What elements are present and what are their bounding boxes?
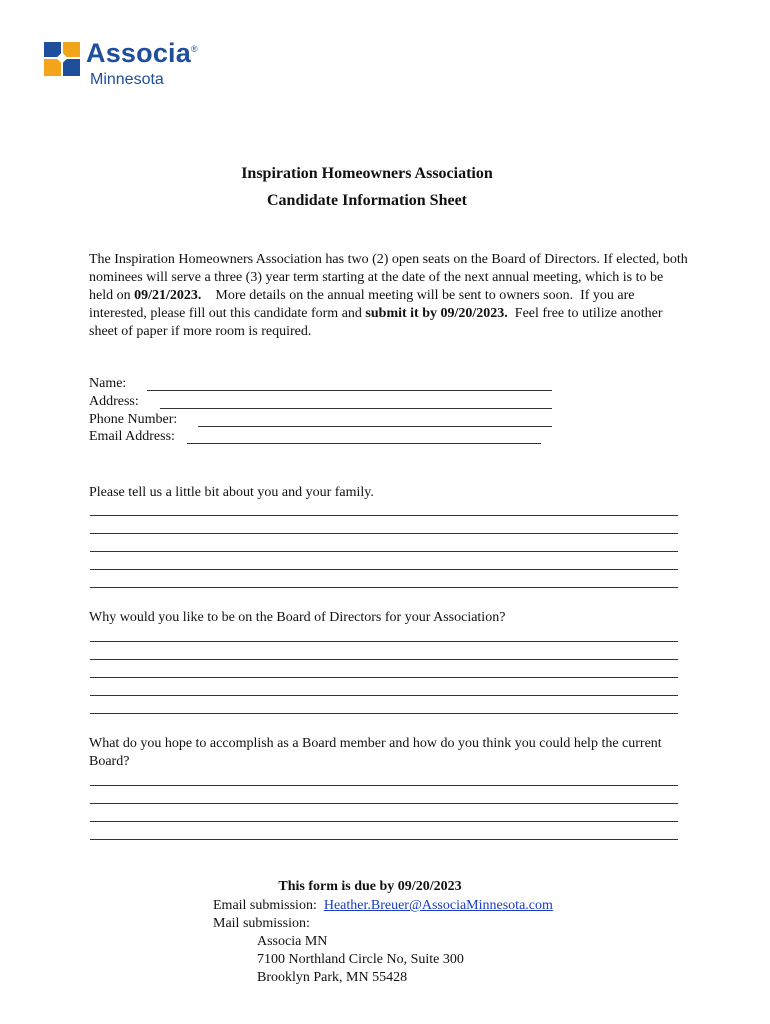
associa-logo <box>44 40 244 100</box>
answer-line-q3-1[interactable] <box>90 785 678 786</box>
answer-line-q2-2[interactable] <box>90 659 678 660</box>
email-label: Email Address: <box>89 429 175 444</box>
mail-address-line2: 7100 Northland Circle No, Suite 300 <box>257 952 464 967</box>
logo-name: Associa® <box>86 38 198 68</box>
email-field[interactable] <box>187 443 541 444</box>
answer-line-q1-2[interactable] <box>90 533 678 534</box>
answer-line-q2-3[interactable] <box>90 677 678 678</box>
address-field[interactable] <box>160 408 552 409</box>
address-label: Address: <box>89 394 139 409</box>
question-accomplish: What do you hope to accomplish as a Board member and how do you think you could help the current Board? <box>89 736 662 769</box>
answer-line-q1-5[interactable] <box>90 587 678 588</box>
registered-mark: ® <box>190 44 198 54</box>
name-field[interactable] <box>147 390 552 391</box>
answer-line-q3-3[interactable] <box>90 821 678 822</box>
answer-line-q3-2[interactable] <box>90 803 678 804</box>
answer-line-q1-1[interactable] <box>90 515 678 516</box>
logo-region: Minnesota <box>90 71 164 88</box>
mail-address-line3: Brooklyn Park, MN 55428 <box>257 970 408 985</box>
phone-label: Phone Number: <box>89 412 178 427</box>
answer-line-q1-3[interactable] <box>90 551 678 552</box>
answer-line-q3-4[interactable] <box>90 839 678 840</box>
associa-logo-mark-icon <box>44 42 80 76</box>
intro-paragraph: The Inspiration Homeowners Association has two (2) open seats on the Board of Directors. If elected, both nominees will serve a three (3) year term starting at the date of the next annual meeting, which is to be held on 09/21/2023. More details on the annual meeting will be sent to owners soon. If you are interested, please fill out this candidate form and submit it by 09/20/2023. Feel free to utilize another sheet of paper if more room is required. <box>89 252 688 339</box>
question-about-family: Please tell us a little bit about you and your family. <box>89 485 374 500</box>
mail-submission-label: Mail submission: <box>213 916 310 931</box>
page-subtitle: Candidate Information Sheet <box>266 192 467 209</box>
phone-field[interactable] <box>198 426 552 427</box>
name-label: Name: <box>89 376 127 391</box>
due-date-notice: This form is due by 09/20/2023 <box>278 879 462 894</box>
submit-deadline: submit it by 09/20/2023. <box>365 306 508 321</box>
email-submission: Email submission: Heather.Breuer@AssociaMinnesota.com <box>213 898 553 913</box>
meeting-date: 09/21/2023. <box>134 288 202 303</box>
answer-line-q2-1[interactable] <box>90 641 678 642</box>
answer-line-q2-5[interactable] <box>90 713 678 714</box>
answer-line-q2-4[interactable] <box>90 695 678 696</box>
answer-line-q1-4[interactable] <box>90 569 678 570</box>
question-why-board: Why would you like to be on the Board of Directors for your Association? <box>89 610 506 625</box>
mail-address-line1: Associa MN <box>257 934 328 949</box>
page-title: Inspiration Homeowners Association <box>241 165 493 182</box>
email-link[interactable]: Heather.Breuer@AssociaMinnesota.com <box>323 898 553 913</box>
